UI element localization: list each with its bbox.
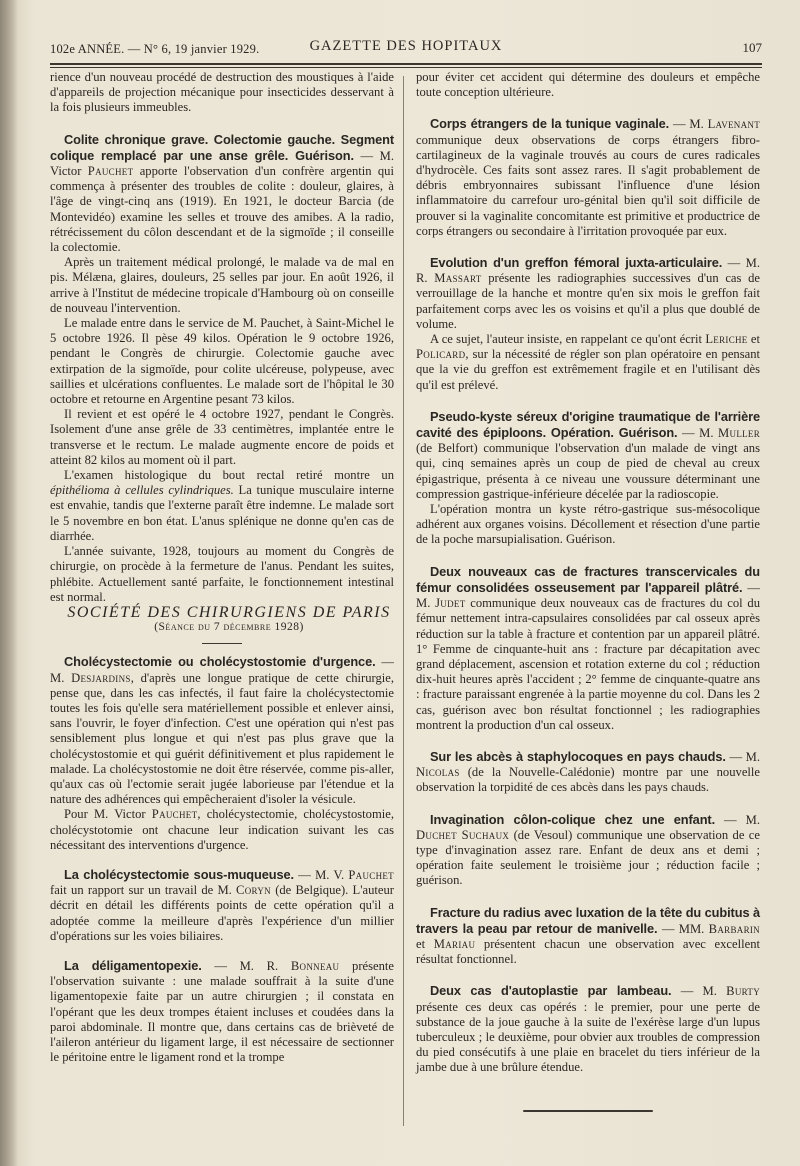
author-name: Bonneau xyxy=(290,958,340,973)
author-name: Nicolas xyxy=(416,765,460,780)
paragraph: présente l'observation suivante : une malade souffrait à la suite d'une ligamentopexie faite par un autre chirurgien ; il constata en l'opérant que les deux trompes étaient incluses et coudées dans la paroi abdominale. Il montre que, dans certains cas de brièveté de l'aileron antérieur du ligament large, il est nécessaire de sectionner le péritoine entre le ligament rond et la trompe xyxy=(50,958,394,1065)
text: fait un rapport sur un travail de M. xyxy=(50,883,237,898)
article-invagination xyxy=(416,812,760,889)
author-name: Judet xyxy=(435,596,466,611)
article-colite xyxy=(50,132,394,605)
article-title: Fracture du radius avec luxation de la tête du cubitus à travers la peau par retour de manivelle. xyxy=(416,904,760,936)
author-name: Desjardins xyxy=(71,670,131,685)
article-deligamentopexie xyxy=(50,958,394,1065)
dash: — M. R. xyxy=(201,958,291,973)
author-name: Burty xyxy=(726,984,760,999)
paragraph: présentent chacun une observation avec excellent résultat fonctionnel. xyxy=(416,936,760,967)
continued-text: pour éviter cet accident qui détermine des douleurs et empêche toute conception ultérieure. xyxy=(416,70,760,100)
left-column xyxy=(50,70,394,1065)
italic-text: épithélioma à cellules cylindriques. xyxy=(50,483,234,498)
paragraph: (de la Nouvelle-Calédonie) montre par une nouvelle observation la torpidité de ces abcès dans les pays chauds. xyxy=(416,765,760,795)
header-rule-thin xyxy=(50,67,762,68)
page-number: 107 xyxy=(742,40,762,55)
article-title: Pseudo-kyste séreux d'origine traumatique de l'arrière cavité des épiploons. Opération. Guérison. xyxy=(416,408,760,441)
paragraph: présente ces deux cas opérés : le premier, pour une perte de substance de la joue gauche à la suite de l'exérèse large d'un lupus tuberculeux ; le deuxième, pour obvier aux troubles de compression du pied consécutifs à une plaie en bracelet du tiers inférieur de la jambe due à une brûlure étendue. xyxy=(416,999,760,1075)
article-title: Deux cas d'autoplastie par lambeau. xyxy=(430,983,672,999)
author-name: Lavenant xyxy=(707,117,760,132)
text: et xyxy=(747,332,760,347)
article-cholecystectomie xyxy=(50,654,394,853)
section-heading: SOCIÉTÉ DES CHIRURGIENS DE PARIS xyxy=(67,603,391,621)
article-title: Sur les abcès à staphylocoques en pays chauds. xyxy=(430,748,726,764)
article-abces xyxy=(416,749,760,796)
article-sous-muqueuse xyxy=(50,867,394,944)
dash: — M. xyxy=(725,749,760,764)
short-rule xyxy=(202,643,242,644)
article-autoplastie xyxy=(416,983,760,1075)
paragraph: (de Vesoul) communique une observation de ce type d'invagination assez rare. Enfant de deux ans et demi ; opération faite seulement le troisième jour ; réduction facile ; guérison. xyxy=(416,827,760,888)
text: L'examen histologique du bout rectal retiré montre un xyxy=(64,468,394,483)
author-name: Policard xyxy=(416,347,466,362)
paragraph: , d'après une longue pratique de cette chirurgie, pense que, dans les cas infectés, il faut faire la cholécystectomie toutes les fois qu'elle sera matériellement possible et enlever ainsi, sans l'ouvrir, le foyer d'infection. C'est une opération qui n'est pas sensiblement plus longue et qui n'est pas plus grave que la cholécystostomie et qui guérit définitivement et plus rapidement le malade. La cholécystostomie ne doit être réservée, comme pis-aller, qu'aux cas où l'ectomie serait jugée laborieuse par l'étendue et la nature des adhérences qui empêcheraient d'isoler la vésicule. xyxy=(50,670,395,807)
article-fractures-femur xyxy=(416,564,760,733)
dash: — MM. xyxy=(657,921,709,936)
text: et xyxy=(416,936,434,951)
author-name: Mariau xyxy=(433,936,476,951)
paragraph: apporte l'observation d'un confrère argentin qui commença à présenter des troubles de colite : douleur, glaires, à l'âge de vingt-cinq ans (1919). En 1921, le docteur Barcia (de Montevidéo) examine les selles et trouve des amibes. A la radio, rétrécissement du côlon descendant et de la sigmoïde ; il conseille la colectomie. xyxy=(50,164,394,255)
article-pseudo-kyste xyxy=(416,409,760,548)
paragraph xyxy=(50,807,394,853)
continued-text: rience d'un nouveau procédé de destruction des moustiques à l'aide d'appareils de projection mécanique pour insecticides desservant à la fois plusieurs immeubles. xyxy=(50,70,394,115)
paragraph: communique deux nouveaux cas de fractures du col du fémur nettement intra-capsulaires consolidées par cal osseux après réduction sur la table à fracture et contention par un appareil plâtré. 1° Femme de cinquante-huit ans : fracture par décapitation avec grand déplacement, ascension et rotation externe du col ; réduction dix-huit heures après l'accident ; 2° femme de cinquante-quatre ans : fracture paraissant engrenée à la partie moyenne du col. Dans les 2 cas, guérison avec bon résultat fonctionnel ; les radiographies montrent la production d'un cal osseux. xyxy=(416,596,760,732)
article-greffon xyxy=(416,255,760,393)
dash: — M. xyxy=(416,580,760,611)
author-name: Barbarin xyxy=(708,921,760,936)
paragraph: L'année suivante, 1928, toujours au moment du Congrès de chirurgie, on procède à la fermeture de l'anus. Pendant les suites, phlébite. Actuellement santé parfaite, le fonctionnement intestinal est normal. xyxy=(50,544,394,604)
header-rule xyxy=(50,63,762,65)
article-title: La cholécystectomie sous-muqueuse. xyxy=(64,866,294,882)
author-name: Coryn xyxy=(236,883,271,898)
paragraph: (de Belfort) communique l'observation d'un malade de vingt ans qui, cinq semaines après un coup de pied de cheval au creux épigastrique, présenta à ce niveau une voussure déterminant une compression gastrique-inférieure décelée par la radioscopie. xyxy=(416,441,760,501)
article-title: Colite chronique grave. Colectomie gauche. Segment colique remplacé par une anse grêle. Guérison. xyxy=(50,131,394,163)
author-name: Duchet Suchaux xyxy=(416,827,510,842)
binding-spine xyxy=(0,0,18,1166)
author-name: Massart xyxy=(434,271,482,286)
text: A ce sujet, l'auteur insiste, en rappelant ce qu'ont écrit xyxy=(430,332,706,347)
dash: — M. xyxy=(50,655,394,685)
dash: — M. Victor xyxy=(50,148,394,179)
article-title: Corps étrangers de la tunique vaginale. xyxy=(430,116,670,132)
author-name: Muller xyxy=(718,426,761,441)
paragraph: présente les radiographies successives d'un cas de verrouillage de la hanche et montre qu'en six mois le greffon fait parfaitement corps avec les os voisins et qu'il a plus que doublé de volume. xyxy=(416,271,760,331)
journal-title: GAZETTE DES HOPITAUX xyxy=(309,38,503,54)
paragraph xyxy=(50,468,394,544)
paragraph: Après un traitement médical prolongé, le malade va de mal en pis. Mélæna, glaires, douleurs, 25 selles par jour. En août 1926, il arrive à l'Institut de médecine tropicale d'Hambourg où on conseille de nouveau l'intervention. xyxy=(50,255,394,315)
page-header xyxy=(50,38,762,60)
text: , sur la nécessité de régler son plan opératoire en pensant que la vie du greffon est extrêmement fragile et en l'utilisant dès qu'il est prélevé. xyxy=(416,347,760,392)
column-divider xyxy=(403,76,404,1126)
paragraph: Il revient et est opéré le 4 octobre 1927, pendant le Congrès. Isolement d'une anse grêle de 33 centimètres, implantée entre le transverse et le rectum. Le malade augmente encore de poids et atteint 82 kilos au moment où il part. xyxy=(50,407,394,467)
author-name: Pauchet xyxy=(348,867,394,882)
article-title: Deux nouveaux cas de fractures transcervicales du fémur consolidées osseusement par l'appareil plâtré. xyxy=(416,563,760,595)
article-title: Evolution d'un greffon fémoral juxta-articulaire. xyxy=(430,255,723,271)
dash: — M. xyxy=(669,117,708,132)
author-name: Pauchet xyxy=(151,807,198,822)
end-ornament-rule xyxy=(523,1110,653,1112)
article-fracture-radius xyxy=(416,905,760,968)
author-name: Pauchet xyxy=(87,164,134,179)
paragraph: Le malade entre dans le service de M. Pauchet, à Saint-Michel le 5 octobre 1926. Il pèse 49 kilos. Opération le 9 octobre 1926, pendant le Congrès de chirurgie. Colectomie gauche avec extirpation de la sigmoïde, pour colite ulcéreuse, polypeuse, avec saillies et ulcérations confluentes. Le malade sort de l'hôpital le 30 octobre et retourne en Argentine pesant 73 kilos. xyxy=(50,316,394,407)
text: , cholécystectomie, cholécystostomie, cholécystotomie ont chacune leur indication suivant les cas nécessitant des interventions d'urgence. xyxy=(50,807,394,852)
article-title: La déligamentopexie. xyxy=(64,957,202,973)
issue-info: 102e ANNÉE. — N° 6, 19 janvier 1929. xyxy=(50,42,260,56)
text: Pour M. Victor xyxy=(64,807,152,822)
dash: — M. R. xyxy=(416,256,760,286)
text: (de Belgique). L'auteur décrit en détail les différents points de cette opération qu'il a adoptée comme la meilleure d'après l'expérience d'un millier d'opérations sur les voies biliaires. xyxy=(50,883,394,943)
dash: — M. xyxy=(677,426,719,441)
article-title: Invagination côlon-colique chez une enfant. xyxy=(430,811,716,827)
paragraph xyxy=(416,332,760,393)
dash: — M. V. xyxy=(293,867,349,882)
session-date: (Séance du 7 décembre 1928) xyxy=(154,621,304,634)
dash: — M. xyxy=(715,812,760,827)
author-name: Leriche xyxy=(705,332,748,347)
article-title: Cholécystectomie ou cholécystostomie d'urgence. xyxy=(64,654,376,670)
right-column xyxy=(416,70,760,1112)
article-corps-etrangers xyxy=(416,116,760,239)
paragraph: communique deux observations de corps étrangers fibro-cartilagineux de la vaginale trouvés au cours de cures radicales d'hydrocèle. Ces faits sont assez rares. Il s'agit probablement de débris embryonnaires subissant l'influence d'une lésion inflammatoire du carrefour uro-génital bien qu'il soit difficile de prouver si la vaginalite concomitante est primitive et productrice de corps étrangers ou secondaire à l'irritation provoquée par eux. xyxy=(416,132,760,238)
dash: — M. xyxy=(671,984,727,999)
text: La tunique musculaire interne est envahie, tandis que l'externe paraît être indemne. Le malade sort le 5 novembre en bon état. L'anus splénique ne donne qu'en cas de diarrhée. xyxy=(50,483,394,543)
paragraph: L'opération montra un kyste rétro-gastrique sus-mésocolique adhérent aux organes voisins. Décollement et résection d'une partie de la poche marsupialisation. Guérison. xyxy=(416,502,760,547)
